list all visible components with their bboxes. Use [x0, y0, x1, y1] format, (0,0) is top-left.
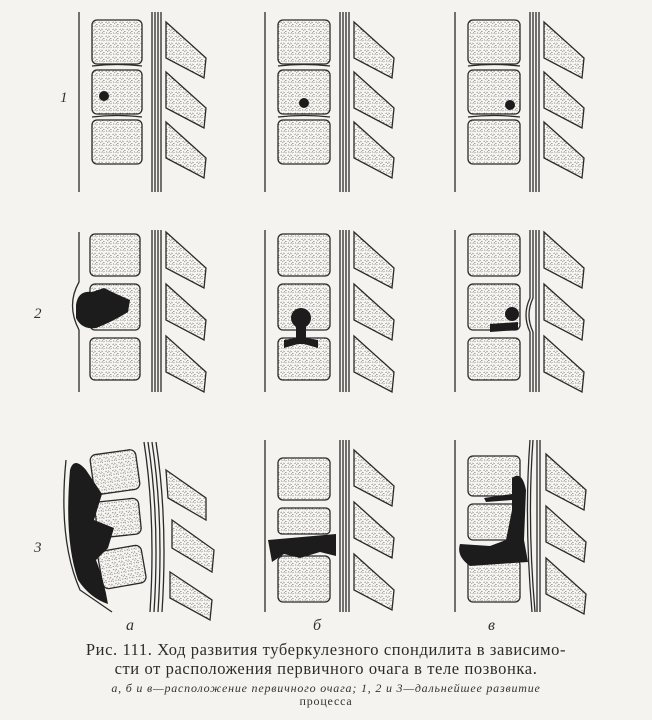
caption-legend: а, б и в—расположение первичного очага; 1, 2 и 3—дальнейшее развитие — [111, 681, 541, 695]
figure-caption — [0, 640, 652, 708]
col-label-a: а — [126, 617, 134, 634]
row-label-1: 1 — [60, 90, 68, 106]
caption-line-2: сти от расположения первичного очага в теле позвонка. — [114, 659, 538, 678]
col-label-v: в — [488, 617, 495, 634]
panel-2b — [265, 230, 394, 392]
panel-3b — [265, 440, 394, 612]
panel-3a — [64, 442, 214, 620]
panel-2c — [455, 230, 584, 392]
panel-3c — [455, 440, 586, 614]
col-label-b: б — [313, 617, 322, 634]
panel-1a — [79, 12, 206, 192]
panel-2a — [73, 230, 207, 392]
row-label-2: 2 — [34, 306, 42, 322]
caption-legend-continuation: процесса — [299, 694, 353, 708]
row-label-3: 3 — [34, 540, 42, 556]
caption-line-1: Рис. 111. Ход развития туберкулезного спондилита в зависимо- — [85, 640, 567, 659]
panel-1b — [265, 12, 394, 192]
panel-1c — [455, 12, 584, 192]
